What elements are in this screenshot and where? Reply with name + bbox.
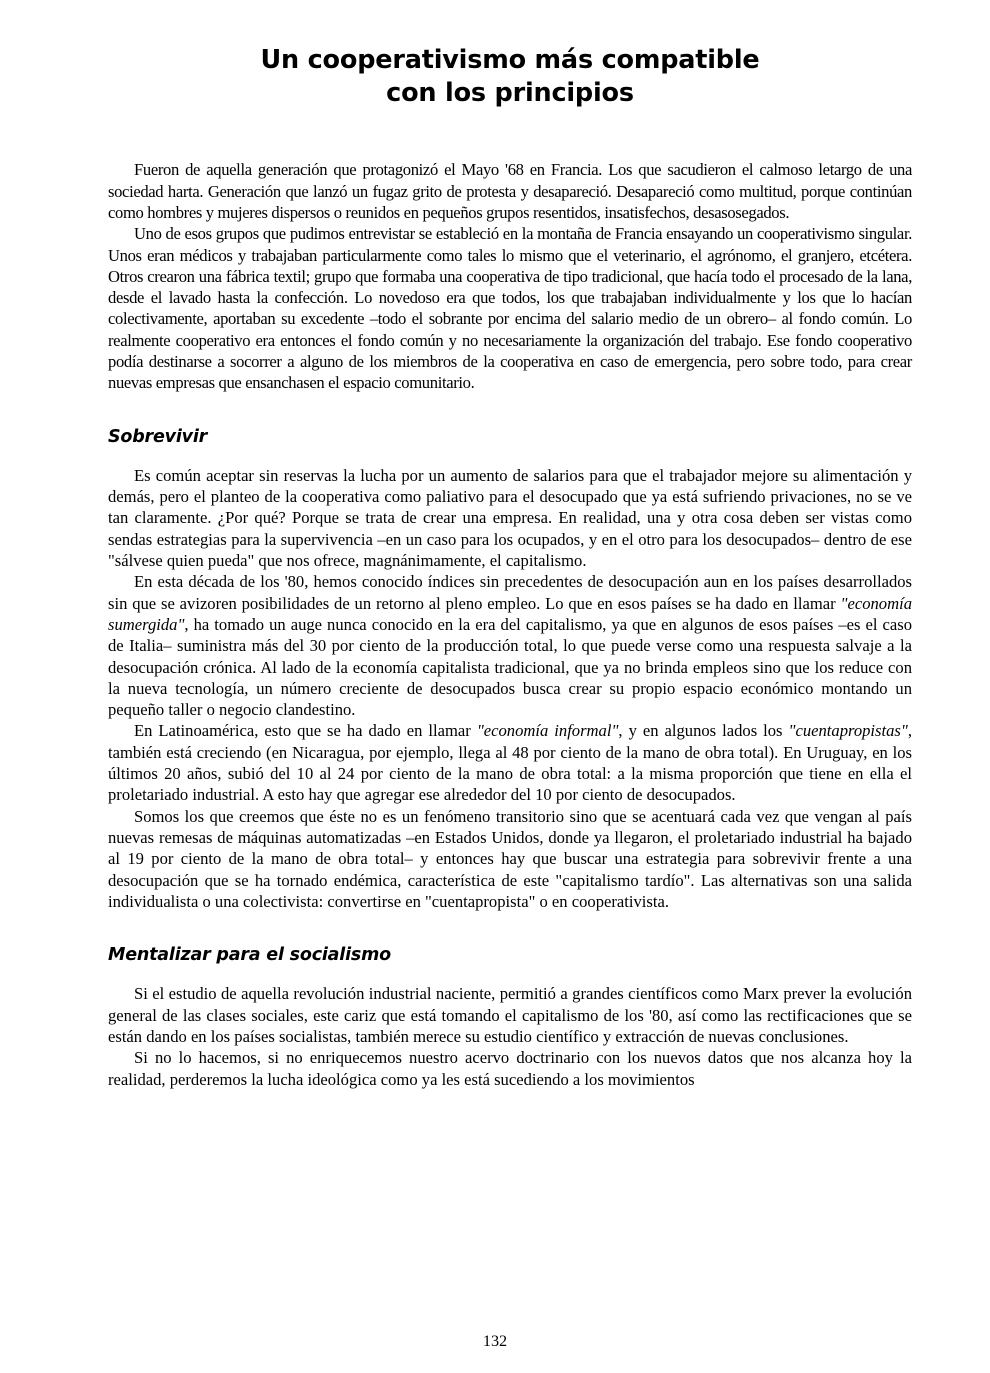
section-mentalizar-body — [108, 983, 912, 1090]
page-title — [108, 44, 912, 109]
paragraph-sobrevivir-3-part-c: , también está creciendo (en Nicaragua, por ejemplo, llega al 48 por ciento de la mano de obra total). En Uruguay, en los últimos 20 años, subió del 10 al 24 por ciento de la mano de obra total: a la misma proporción que tiene en ella el proletariado industrial. A esto hay que agregar ese alrededor del 10 por ciento de desocupados. — [108, 721, 912, 805]
paragraph-sobrevivir-3-part-a: En Latinoamérica, esto que se ha dado en llamar — [134, 721, 477, 741]
section-sobrevivir-body — [108, 465, 912, 913]
section-heading-mentalizar: Mentalizar para el socialismo — [108, 945, 391, 966]
term-cuentapropistas: "cuentapropistas" — [788, 721, 908, 741]
page-number: 132 — [482, 1332, 508, 1350]
paragraph-sobrevivir-2-part-b: , ha tomado un auge nunca conocido en la era del capitalismo, ya que en algunos de esos países –es el caso de Italia– suministra más del 30 por ciento de la producción total, lo que puede verse como una respuesta salvaje a la desocupación crónica. Al lado de la economía capitalista tradicional, que ya no brinda empleos sino que los reduce con la nueva tecnología, un número creciente de desocupados busca crear su propio espacio económico montando un pequeño taller o negocio clandestino. — [108, 614, 912, 720]
term-economia-sumergida: "economía sumergida" — [108, 593, 912, 634]
paragraph-sobrevivir-1: Es común aceptar sin reservas la lucha por un aumento de salarios para que el trabajador mejore su alimentación y demás, pero el planteo de la cooperativa como paliativo para el desocupado que ya está sufriendo privaciones, no se ve tan claramente. ¿Por qué? Porque se trata de crear una empresa. En realidad, una y otra cosa deben ser vistas como sendas estrategias para la supervivencia –en un caso para los ocupados, y en el otro para los desocupados– dentro de ese "sálvese quien pueda" que nos ofrece, magnánimamente, el capitalismo. — [108, 465, 912, 570]
paragraph-mentalizar-1: Si el estudio de aquella revolución industrial naciente, permitió a grandes científicos como Marx prever la evolución general de las clases sociales, este cariz que está tomando el capitalismo de los '80, así como las rectificaciones que se están dando en los países socialistas, también merece su estudio científico y extracción de nuevas conclusiones. — [108, 984, 912, 1046]
page-title-line-2: con los principios — [386, 77, 634, 108]
paragraph-sobrevivir-4: Somos los que creemos que éste no es un fenómeno transitorio sino que se acentuará cada vez que vengan al país nuevas remesas de máquinas automatizadas –en Estados Unidos, donde ya llegaron, el proletariado industrial ha bajado al 19 por ciento de la mano de obra total– y entonces hay que buscar una estrategia para sobrevivir frente a una desocupación que se ha tornado endémica, característica de este "capitalismo tardío". Las alternativas son una salida individualista o una colectivista: convertirse en "cuentapropista" o en cooperativista. — [108, 806, 912, 911]
paragraph-mentalizar-2: Si no lo hacemos, si no enriquecemos nuestro acervo doctrinario con los nuevos datos que nos alcanza hoy la realidad, perderemos la lucha ideológica como ya les está sucediendo a los movimientos — [108, 1048, 912, 1089]
paragraph-sobrevivir-2-part-a: En esta década de los '80, hemos conocido índices sin precedentes de desocupación aun en los países desarrollados sin que se avizoren posibilidades de un retorno al pleno empleo. Lo que en esos países se ha dado en llamar — [108, 572, 912, 613]
paragraph-sobrevivir-3-part-b: , y en algunos lados los — [618, 721, 789, 741]
paragraph-sobrevivir-2 — [108, 571, 912, 720]
paragraph-intro-1: Fueron de aquella generación que protagonizó el Mayo '68 en Francia. Los que sacudieron el calmoso letargo de una sociedad harta. Generación que lanzó un fugaz grito de protesta y desapareció. Desapareció como multitud, porque continúan como hombres y mujeres dispersos o reunidos en pequeños grupos resentidos, insatisfechos, desasosegados. — [108, 160, 912, 222]
page-title-line-1: Un cooperativismo más compatible — [260, 45, 760, 75]
section-heading-sobrevivir: Sobrevivir — [108, 426, 208, 447]
intro-section — [108, 159, 912, 393]
paragraph-sobrevivir-3 — [108, 720, 912, 805]
paragraph-intro-2: Uno de esos grupos que pudimos entrevistar se estableció en la montaña de Francia ensayando un cooperativismo singular. Unos eran médicos y trabajaban particularmente como tales lo mismo que el veterinario, el agrónomo, el granjero, etcétera. Otros crearon una fábrica textil; grupo que formaba una cooperativa de tipo tradicional, que hacía todo el procesado de la lana, desde el lavado hasta la confección. Lo novedoso era que todos, los que trabajaban individualmente y los que lo hacían colectivamente, aportaban su excedente –todo el sobrante por encima del salario medio de un obrero– al fondo común. Lo realmente cooperativo era entonces el fondo común y no necesariamente la organización del trabajo. Ese fondo cooperativo podía destinarse a socorrer a alguno de los miembros de la cooperativa en caso de emergencia, pero sobre todo, para crear nuevas empresas que ensanchasen el espacio comunitario. — [108, 224, 912, 393]
term-economia-informal: "economía informal" — [476, 721, 619, 741]
